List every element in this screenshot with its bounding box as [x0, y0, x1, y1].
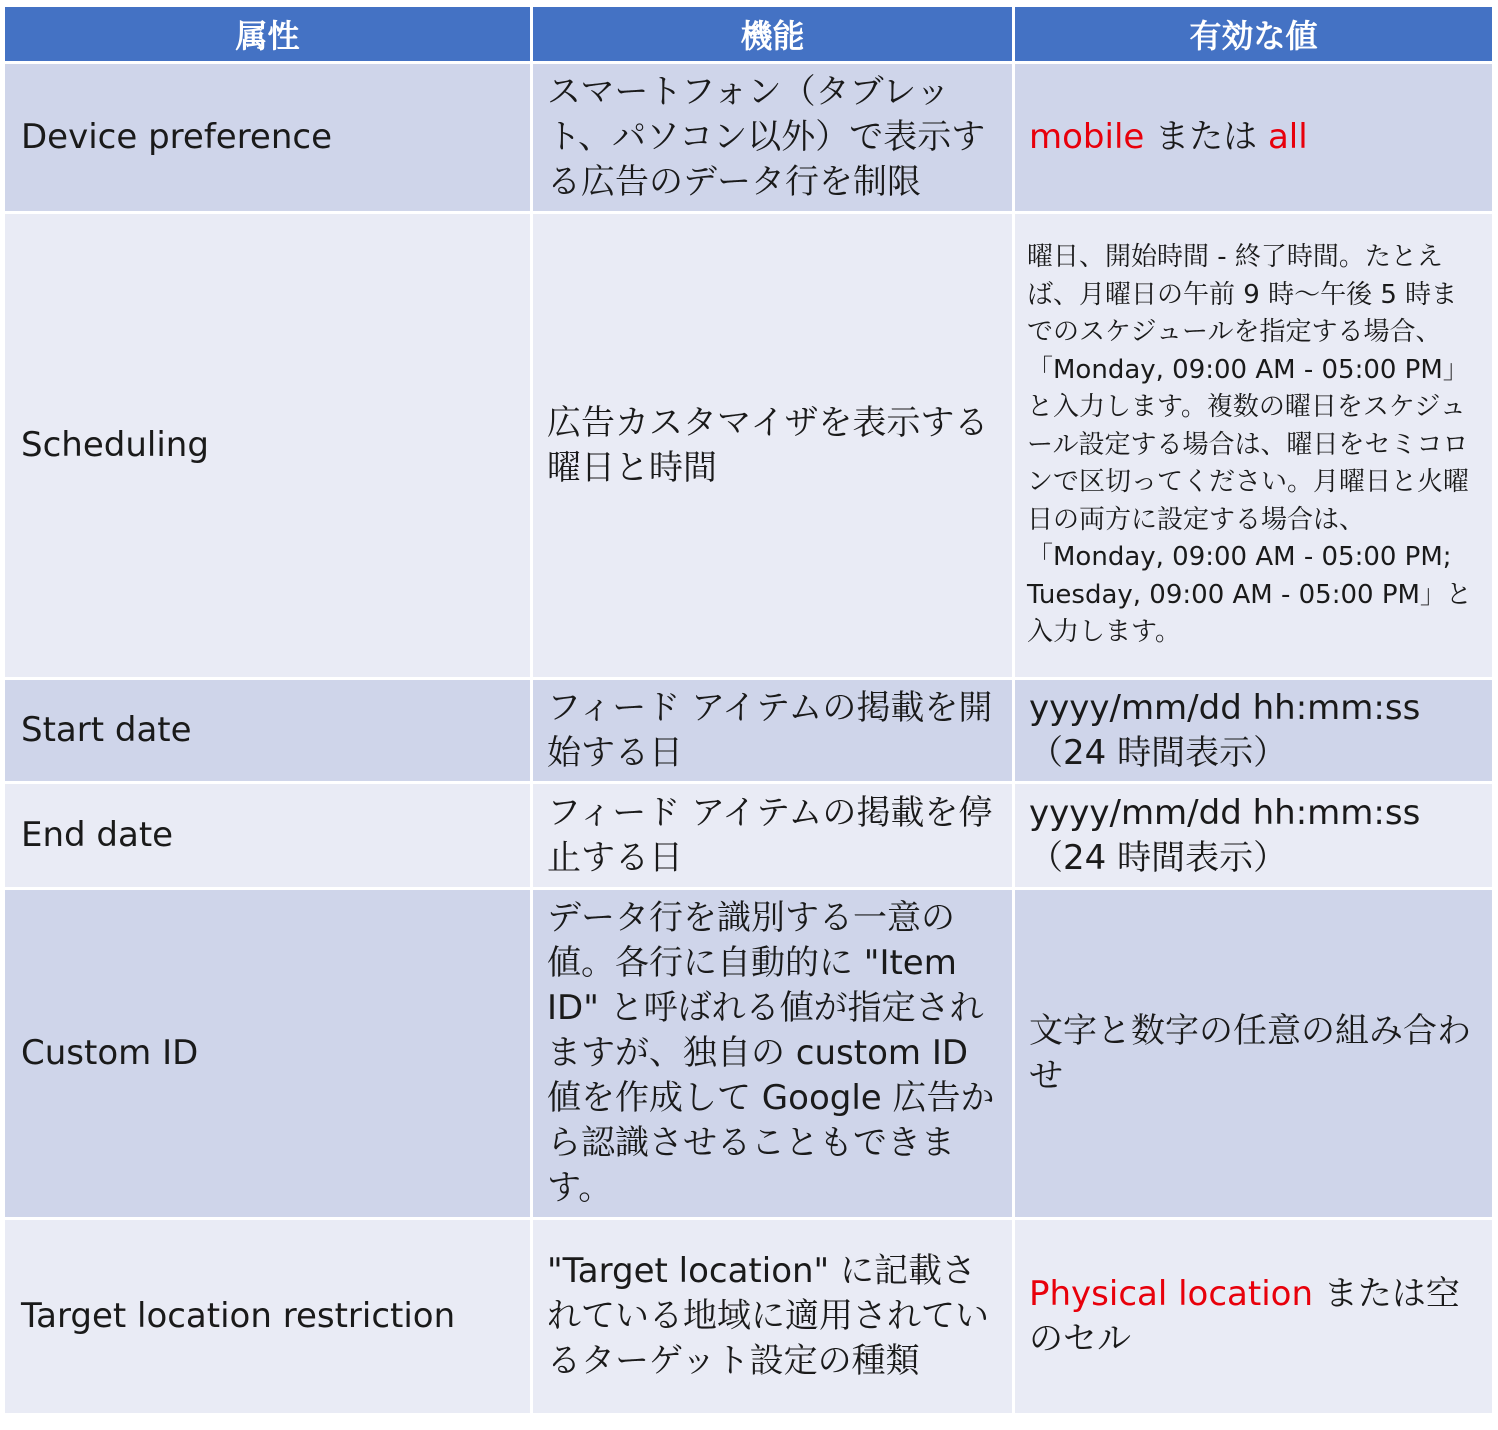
- value-cell: yyyy/mm/dd hh:mm:ss（24 時間表示）: [1014, 679, 1494, 783]
- function-cell: "Target location" に記載されている地域に適用されているターゲット設定の種類: [532, 1219, 1014, 1415]
- header-row: [4, 6, 1494, 63]
- value-keyword: all: [1267, 117, 1308, 157]
- header-attribute: 属性: [4, 6, 532, 63]
- attribute-cell: Start date: [4, 679, 532, 783]
- attribute-cell: Device preference: [4, 63, 532, 213]
- value-connector: または空のセル: [1029, 1273, 1460, 1359]
- header-valid-values: 有効な値: [1014, 6, 1494, 63]
- attribute-cell: Target location restriction: [4, 1219, 532, 1415]
- value-cell: 曜日、開始時間 - 終了時間。たとえば、月曜日の午前 9 時～午後 5 時までのスケジュールを指定する場合、「Monday, 09:00 AM - 05:00 PM」と入力します。複数の曜日をスケジュール設定する場合は、曜日をセミコロンで区切ってください。月曜日と火曜日の両方に設定する場合は、「Monday, 09:00 AM - 05:00 PM; Tuesday, 09:00 AM - 05:00 PM」と入力します。: [1014, 213, 1494, 679]
- value-keyword: Physical location: [1029, 1273, 1314, 1314]
- attribute-cell: Custom ID: [4, 889, 532, 1219]
- value-keyword: mobile: [1029, 117, 1145, 157]
- row-custom-id: [4, 889, 1494, 1219]
- value-connector: または: [1144, 117, 1268, 157]
- value-cell: yyyy/mm/dd hh:mm:ss（24 時間表示）: [1014, 783, 1494, 889]
- row-target-location-restriction: [4, 1219, 1494, 1415]
- row-device-preference: [4, 63, 1494, 213]
- attribute-cell: End date: [4, 783, 532, 889]
- row-scheduling: [4, 213, 1494, 679]
- row-start-date: [4, 679, 1494, 783]
- value-cell: [1014, 1219, 1494, 1415]
- function-cell: フィード アイテムの掲載を開始する日: [532, 679, 1014, 783]
- row-end-date: [4, 783, 1494, 889]
- function-cell: 広告カスタマイザを表示する曜日と時間: [532, 213, 1014, 679]
- value-cell: 文字と数字の任意の組み合わせ: [1014, 889, 1494, 1219]
- attribute-cell: Scheduling: [4, 213, 532, 679]
- header-function: 機能: [532, 6, 1014, 63]
- attribute-table: [2, 4, 1495, 1416]
- function-cell: スマートフォン（タブレット、パソコン以外）で表示する広告のデータ行を制限: [532, 63, 1014, 213]
- function-cell: フィード アイテムの掲載を停止する日: [532, 783, 1014, 889]
- value-cell: [1014, 63, 1494, 213]
- function-cell: データ行を識別する一意の値。各行に自動的に "Item ID" と呼ばれる値が指定されますが、独自の custom ID 値を作成して Google 広告から認識させることもできます。: [532, 889, 1014, 1219]
